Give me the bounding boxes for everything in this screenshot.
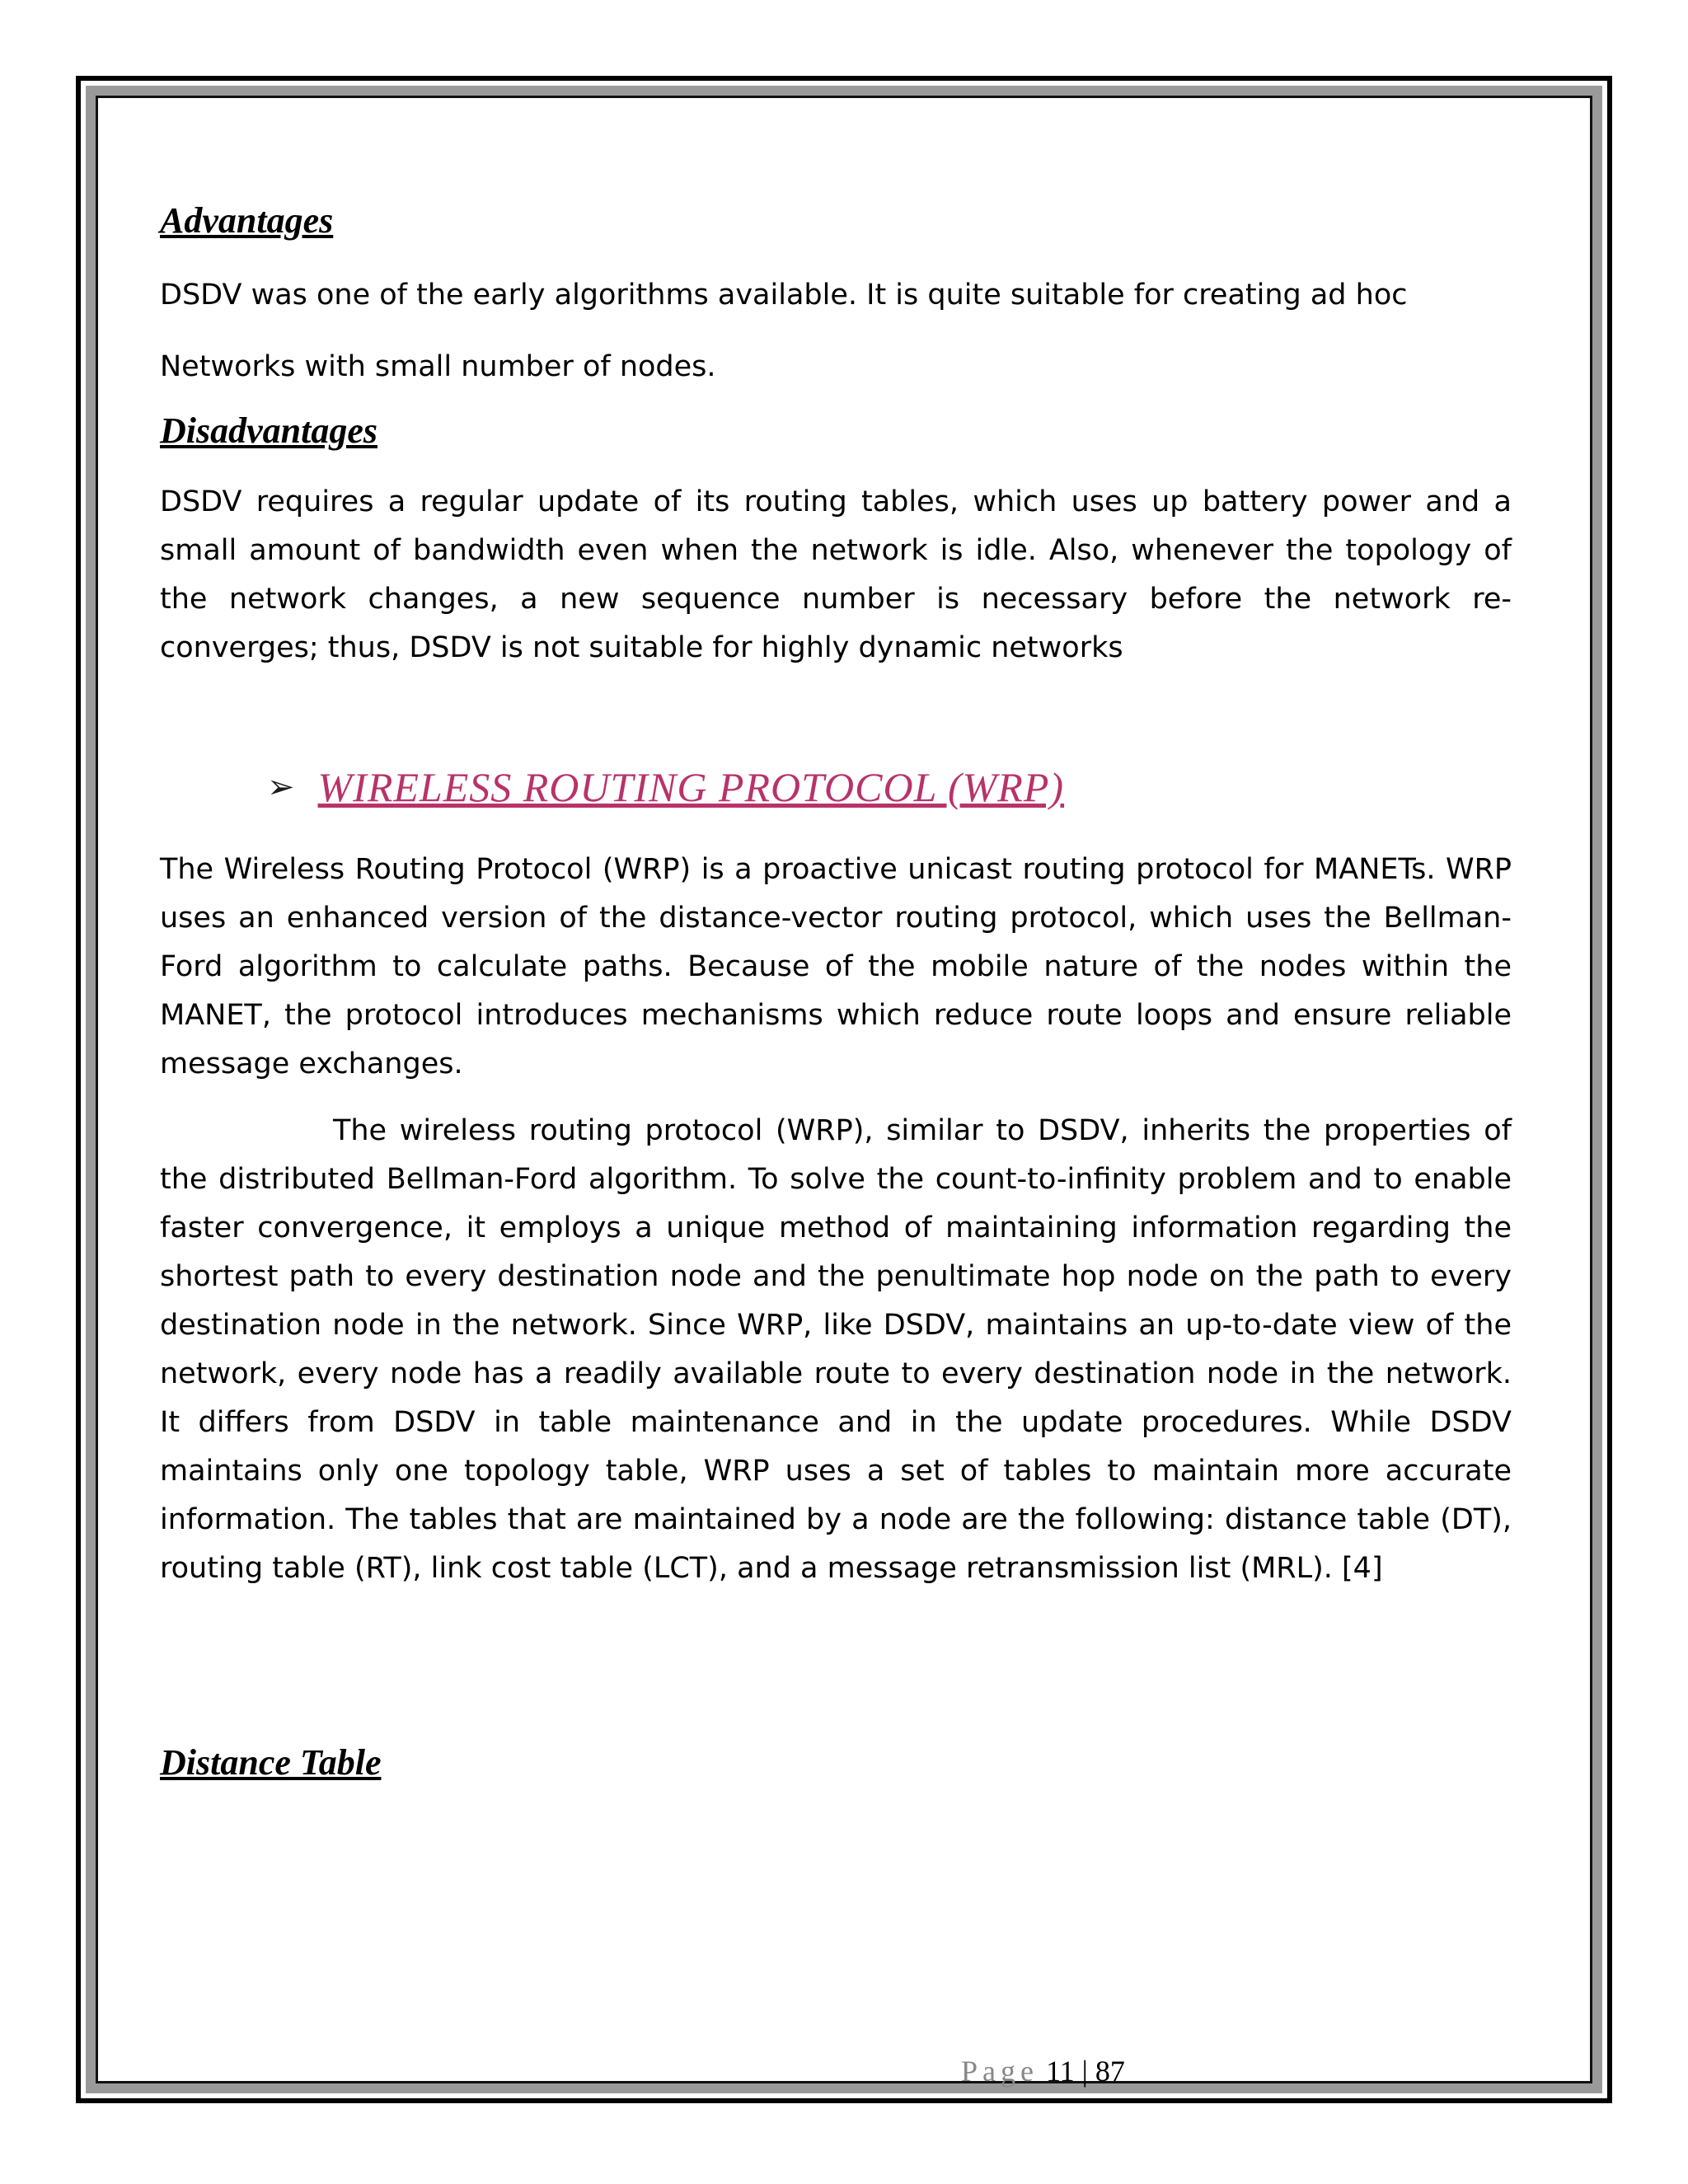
wrp-paragraph-2: The wireless routing protocol (WRP), similar to DSDV, inherits the properties of the distributed Bellman-Ford algorithm. To solve the count-to-infinity problem and to enable faster convergence, it employs a unique method of maintaining information regarding the shortest path to every destination node and the penultimate hop node on the path to every destination node in the network. Since WRP, like DSDV, maintains an up-to-date view of the network, every node has a readily available route to every destination node in the network. It differs from DSDV in table maintenance and in the update procedures. While DSDV maintains only one topology table, WRP uses a set of tables to maintain more accurate information. The tables that are maintained by a node are the following: distance table (DT), routing table (RT), link cost table (LCT), and a message retransmission list (MRL). [4] — [160, 1113, 1512, 1585]
wrp-section-heading — [267, 763, 1512, 811]
advantages-heading: Advantages — [160, 200, 334, 241]
page-word: Page — [961, 2055, 1039, 2088]
wrp-paragraph-1: The Wireless Routing Protocol (WRP) is a proactive unicast routing protocol for MANETs. WRP uses an enhanced version of the distance-vector routing protocol, which uses the Bellman-Ford algorithm to calculate paths. Because of the mobile nature of the nodes within the MANET, the protocol introduces mechanisms which reduce route loops and ensure reliable message exchanges. — [160, 852, 1512, 1080]
page-content — [160, 190, 1512, 1784]
distance-table-heading: Distance Table — [160, 1741, 382, 1783]
advantages-line-1: DSDV was one of the early algorithms available. It is quite suitable for creating ad hoc — [160, 278, 1408, 312]
disadvantages-paragraph: DSDV requires a regular update of its routing tables, which uses up battery power and a small amount of bandwidth even when the network is idle. Also, whenever the topology of the network changes, a new sequence number is necessary before the network re-converges; thus, DSDV is not suitable for highly dynamic networks — [160, 485, 1512, 664]
disadvantages-heading: Disadvantages — [160, 410, 377, 451]
arrow-bullet-icon: ➢ — [267, 767, 295, 806]
advantages-line-2: Networks with small number of nodes. — [160, 349, 716, 383]
page-number: 11 | 87 — [1045, 2055, 1125, 2088]
page-footer — [961, 2054, 1125, 2088]
wrp-title: WIRELESS ROUTING PROTOCOL (WRP) — [317, 763, 1065, 810]
